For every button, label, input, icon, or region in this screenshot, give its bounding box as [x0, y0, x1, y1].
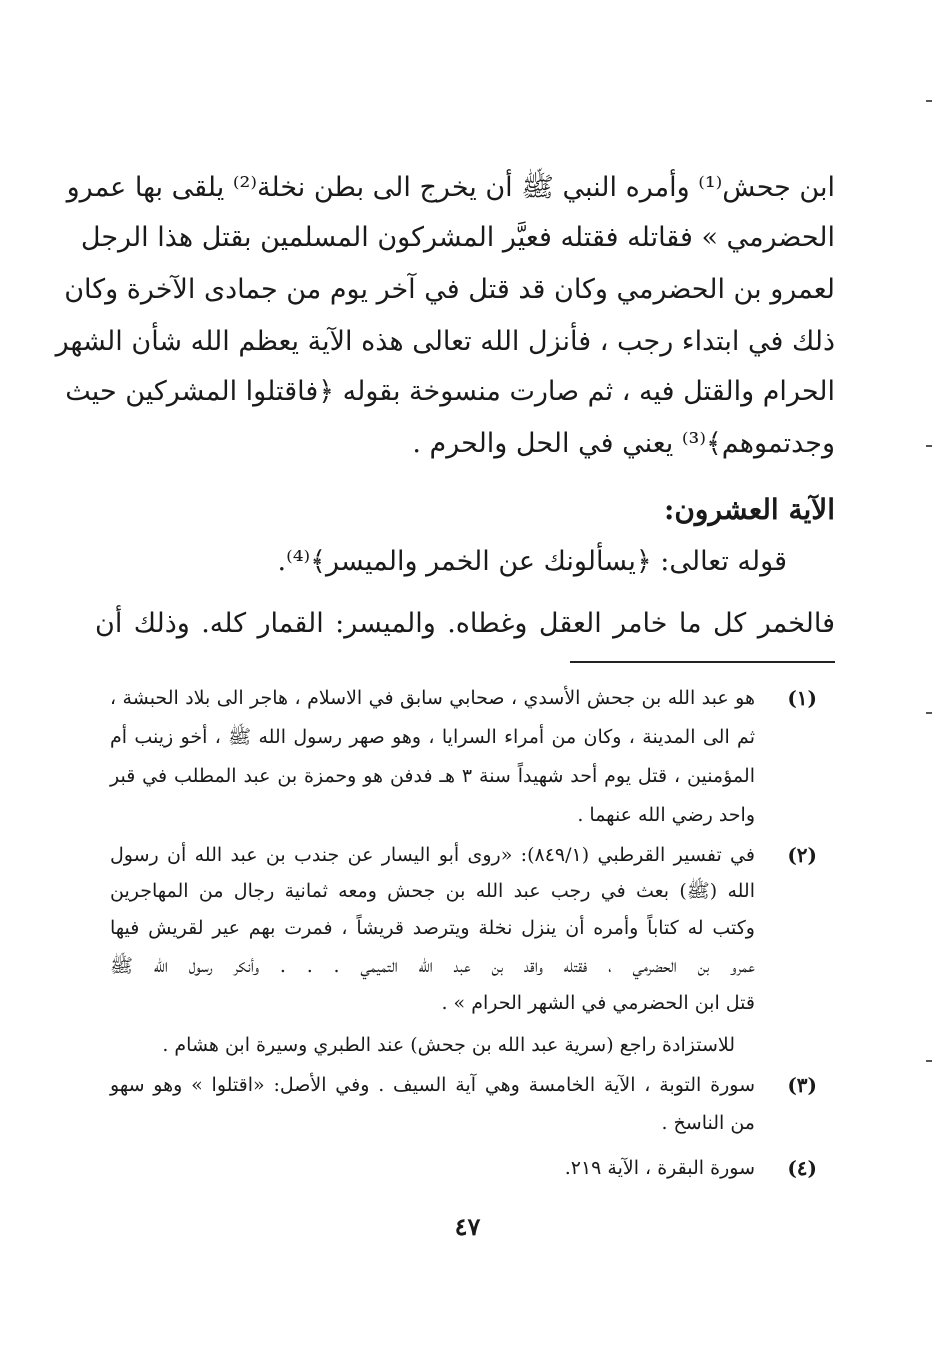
footnote-number: (١): [787, 686, 817, 710]
footnote-line: وكتب له كتاباً وأمره أن ينزل نخلة ويترصد قريشاً ، فمرت بهم عير لقريش فيها: [110, 917, 755, 939]
body-line: الحضرمي » فقاتله فقتله فعيَّر المشركون المسلمين بقتل هذا الرجل: [80, 222, 835, 253]
footnote-line: هو عبد الله بن جحش الأسدي ، صحابي سابق في الاسلام ، هاجر الى بلاد الحبشة ،: [110, 687, 755, 709]
footnote-line: المؤمنين ، قتل يوم أحد شهيداً سنة ٣ هـ فدفن هو وحمزة بن عبد المطلب في قبر: [110, 765, 755, 787]
footnote-number: (٢): [787, 843, 817, 867]
body-line: فالخمر كل ما خامر العقل وغطاه. والميسر: القمار كله. وذلك أن: [95, 608, 835, 639]
footnote-line: قتل ابن الحضرمي في الشهر الحرام » .: [441, 992, 755, 1014]
scan-mark: [926, 445, 932, 447]
footnote-number: (٤): [787, 1156, 817, 1180]
scan-mark: [926, 100, 932, 102]
footnote-line: ثم الى المدينة ، وكان من أمراء السرايا ، وهو صهر رسول الله ﷺ ، أخو زينب أم: [110, 726, 755, 748]
body-line: لعمرو بن الحضرمي وكان قد قتل في آخر يوم من جمادى الآخرة وكان: [64, 274, 835, 305]
body-line: ابن جحش⁽¹⁾ وأمره النبي ﷺ أن يخرج الى بطن نخلة⁽²⁾ يلقى بها عمرو: [66, 172, 835, 203]
footnote-line: عمرو بن الحضرمي ، فقتله واقد بن عبد الله التميمي . . . وأنكر رسول الله ﷺ: [110, 955, 755, 977]
footnote-line: واحد رضي الله عنهما .: [577, 804, 755, 826]
page-number: ٤٧: [454, 1212, 481, 1241]
footnote-line: الله (ﷺ) بعث في رجب عبد الله بن جحش ومعه ثمانية رجال من المهاجرين: [110, 880, 755, 902]
scan-mark: [926, 1060, 932, 1062]
footnote-number: (٣): [787, 1073, 817, 1097]
body-line: ذلك في ابتداء رجب ، فأنزل الله تعالى هذه الآية يعظم الله شأن الشهر: [55, 326, 835, 357]
footnote-line: في تفسير القرطبي (٨٤٩/١): «روى أبو اليسار عن جندب بن عبد الله أن رسول: [110, 844, 755, 866]
body-line: الحرام والقتل فيه ، ثم صارت منسوخة بقوله ﴿فاقتلوا المشركين حيث: [65, 376, 835, 407]
footnote-line: سورة التوبة ، الآية الخامسة وهي آية السيف . وفي الأصل: «اقتلوا » وهو سهو: [110, 1074, 755, 1096]
quran-verse: قوله تعالى: ﴿يسألونك عن الخمر والميسر﴾⁽⁴⁾.: [277, 546, 787, 577]
footnote-separator: [570, 661, 835, 663]
footnote-line: سورة البقرة ، الآية ٢١٩.: [564, 1157, 755, 1179]
scan-mark: [926, 712, 932, 714]
footnote-note: للاستزادة راجع (سرية عبد الله بن جحش) عند الطبري وسيرة ابن هشام .: [162, 1034, 735, 1056]
footnote-line: من الناسخ .: [661, 1112, 755, 1134]
body-line: وجدتموهم﴾⁽³⁾ يعني في الحل والحرم .: [412, 428, 835, 459]
section-heading: الآية العشرون:: [664, 493, 835, 526]
